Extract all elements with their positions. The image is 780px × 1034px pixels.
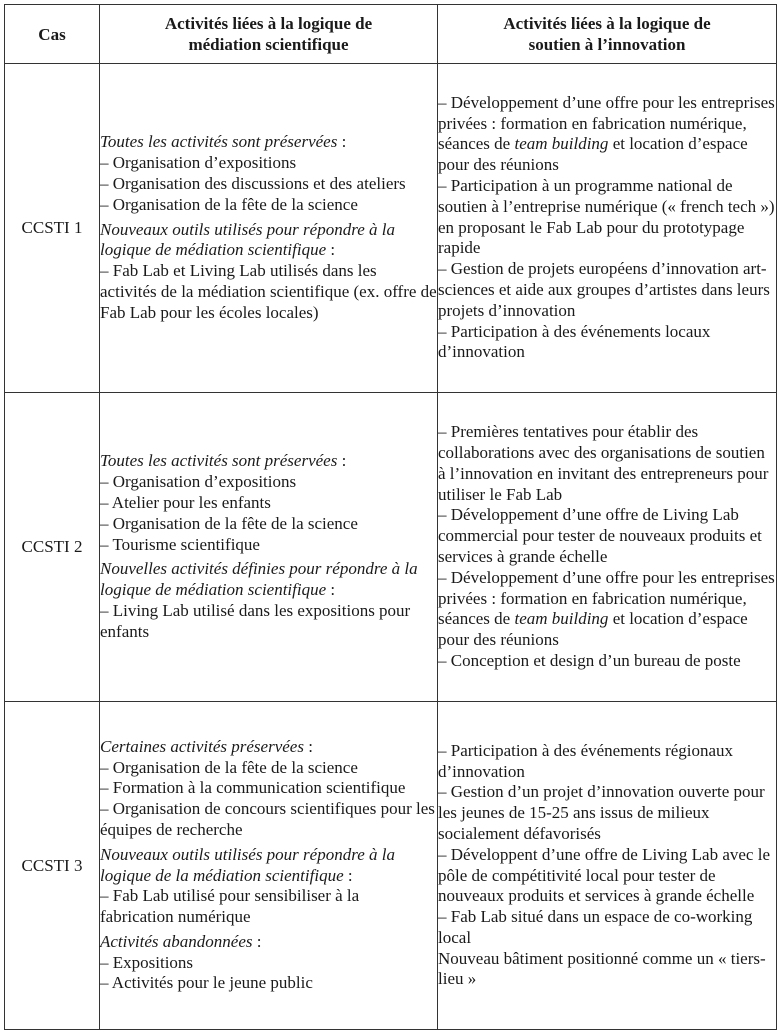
list-item: – Participation à des événements régionaux d’innovation — [438, 740, 734, 781]
header-row — [5, 5, 777, 64]
list-item: – Conception et design d’un bureau de poste — [438, 650, 741, 670]
list-item-text: – Développement d’une offre pour les entreprises privées : formation en fabrication numérique, séances de — [438, 92, 775, 154]
list-item: – Gestion d’un projet d’innovation ouverte pour les jeunes de 15-25 ans issus de milieux socialement défavorisés — [438, 782, 765, 843]
block-heading: Toutes les activités sont préservées — [100, 132, 338, 152]
header-innovation-line1: Activités liées à la logique de — [503, 14, 711, 33]
block-heading-colon: : — [337, 132, 347, 152]
list-item-text: et location d’espace pour des réunions — [438, 134, 748, 175]
case-label: CCSTI 3 — [5, 702, 100, 1030]
block-heading: Nouveaux outils utilisés pour répondre à la logique de médiation scientifique — [100, 219, 395, 260]
list-item: – Fab Lab utilisé pour sensibiliser à la fabrication numérique — [100, 886, 360, 927]
block-heading-colon: : — [252, 931, 262, 951]
mediation-cell — [100, 702, 438, 1030]
mediation-block-preserved — [100, 451, 437, 555]
list-item: – Organisation de la fête de la science — [100, 194, 358, 214]
header-cas-label: Cas — [38, 24, 66, 44]
innovation-cell — [438, 702, 777, 1030]
list-item: – Premières tentatives pour établir des collaborations avec des organisations de soutien à l’innovation en invitant des entrepreneurs pour utiliser le Fab Lab — [438, 422, 769, 504]
list-item: – Organisation de concours scientifiques pour les équipes de recherche — [100, 799, 435, 839]
list-item: – Organisation d’expositions — [100, 153, 297, 173]
case-label: CCSTI 2 — [5, 393, 100, 702]
mediation-cell — [100, 64, 438, 393]
list-item-italic: team building — [514, 609, 609, 629]
list-item: – Organisation d’expositions — [100, 472, 297, 492]
list-item: – Organisation de la fête de la science — [100, 757, 358, 777]
block-heading-colon: : — [326, 240, 336, 260]
header-mediation-line2: médiation scientifique — [188, 35, 349, 54]
block-heading: Certaines activités préservées — [100, 736, 304, 756]
mediation-block-new-tools — [100, 845, 437, 928]
list-item: – Organisation des discussions et des ateliers — [100, 174, 406, 193]
block-heading: Toutes les activités sont préservées — [100, 451, 338, 471]
list-item: – Atelier pour les enfants — [100, 493, 271, 512]
list-item — [438, 93, 776, 176]
header-cas — [5, 5, 100, 64]
block-heading-colon: : — [326, 580, 336, 600]
header-mediation — [100, 5, 438, 64]
list-item: – Participation à un programme national de soutien à l’entreprise numérique (« french tech ») en proposant le Fab Lab pour du prototypage rapide — [438, 176, 775, 258]
innovation-cell — [438, 64, 777, 393]
innovation-cell — [438, 393, 777, 702]
list-item: – Développent d’une offre de Living Lab avec le pôle de compétitivité local pour tester de nouveaux produits et services à grande échelle — [438, 844, 770, 906]
table-row-ccsti-3 — [5, 702, 777, 1030]
list-item-italic: team building — [514, 134, 609, 154]
table-row-ccsti-1 — [5, 64, 777, 393]
header-mediation-line1: Activités liées à la logique de — [164, 14, 373, 33]
block-heading: Activités abandonnées — [100, 931, 253, 951]
case-label: CCSTI 1 — [5, 64, 100, 393]
mediation-block-new-activities — [100, 559, 437, 642]
list-item: – Fab Lab situé dans un espace de co-working local — [438, 907, 753, 947]
list-item — [438, 568, 776, 651]
mediation-block-some-preserved — [100, 737, 437, 841]
list-item: – Participation à des événements locaux d’innovation — [438, 321, 711, 362]
list-item: Nouveau bâtiment positionné comme un « tiers-lieu » — [438, 948, 766, 989]
list-item: – Développement d’une offre de Living Lab commercial pour tester de nouveaux produits et services à grande échelle — [438, 505, 762, 566]
list-item: – Fab Lab et Living Lab utilisés dans les activités de la médiation scientifique (ex. offre de Fab Lab pour les écoles locales) — [100, 261, 437, 322]
list-item: – Living Lab utilisé dans les expositions pour enfants — [100, 600, 411, 641]
list-item-text: – Développement d’une offre pour les entreprises privées : formation en fabrication numérique, séances de — [438, 567, 775, 629]
list-item: – Expositions — [100, 952, 194, 972]
block-heading-colon: : — [337, 451, 347, 471]
list-item: – Formation à la communication scientifique — [100, 778, 406, 798]
header-innovation-line2: soutien à l’innovation — [528, 35, 686, 54]
block-heading-colon: : — [343, 865, 353, 885]
mediation-block-abandoned — [100, 932, 437, 994]
block-heading: Nouvelles activités définies pour répondre à la logique de médiation scientifique — [100, 559, 418, 600]
mediation-block-preserved — [100, 132, 437, 215]
list-item-text: et location d’espace pour des réunions — [438, 609, 748, 650]
list-item: – Organisation de la fête de la science — [100, 513, 358, 533]
mediation-block-new-tools — [100, 220, 437, 324]
list-item: – Gestion de projets européens d’innovation art-sciences et aide aux groupes d’artistes dans leurs projets d’innovation — [438, 259, 770, 320]
activities-table — [4, 4, 777, 1030]
list-item: – Activités pour le jeune public — [100, 973, 313, 993]
header-innovation — [438, 5, 777, 64]
table-row-ccsti-2 — [5, 393, 777, 702]
list-item: – Tourisme scientifique — [100, 534, 260, 554]
block-heading: Nouveaux outils utilisés pour répondre à la logique de la médiation scientifique — [100, 844, 395, 885]
mediation-cell — [100, 393, 438, 702]
block-heading-colon: : — [303, 736, 313, 756]
